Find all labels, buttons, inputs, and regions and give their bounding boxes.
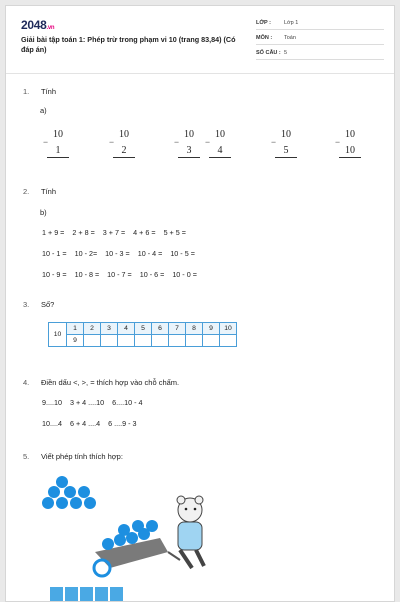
equation: 10 - 9 = — [42, 270, 67, 279]
answer-box[interactable] — [80, 587, 93, 601]
answer-cell[interactable] — [118, 335, 135, 347]
table-row-label: 10 — [49, 323, 67, 347]
minus-sign: − — [109, 137, 115, 147]
equation: 10 - 4 = — [137, 249, 163, 258]
question-title: Số? — [41, 300, 55, 309]
apple-pile-icon — [42, 476, 96, 509]
question-3 — [23, 300, 223, 312]
meta-value: 5 — [284, 50, 288, 56]
site-logo[interactable] — [21, 18, 54, 32]
equation-row — [42, 228, 194, 237]
answer-line — [209, 157, 231, 158]
comparison: 3 + 4 ....10 — [69, 398, 105, 407]
minuend: 10 — [215, 129, 225, 140]
meta-key: SỐ CÂU : — [256, 50, 281, 56]
comparison: 6 + 4 ....4 — [69, 419, 101, 428]
question-number: 5. — [23, 452, 30, 461]
equation: 10 - 8 = — [74, 270, 100, 279]
answer-cell[interactable] — [152, 335, 169, 347]
bear-with-wheelbarrow-illustration — [40, 468, 210, 580]
subtrahend: 4 — [217, 145, 223, 156]
minus-sign: − — [174, 137, 180, 147]
minus-sign: − — [205, 137, 211, 147]
table-cell: 10 — [220, 323, 237, 335]
wheelbarrow-icon — [94, 520, 180, 576]
answer-box[interactable] — [50, 587, 63, 601]
table-cell: 5 — [135, 323, 152, 335]
subtrahend: 3 — [186, 145, 192, 156]
table-cell: 8 — [186, 323, 203, 335]
fraction-subtraction — [205, 129, 231, 165]
table-cell: 6 — [152, 323, 169, 335]
question-title: Tính — [41, 87, 57, 96]
equation: 4 + 6 = — [133, 228, 156, 237]
fraction-subtraction — [109, 129, 135, 165]
question-title: Điền dấu <, >, = thích hợp vào chỗ chấm. — [41, 378, 180, 387]
answer-box[interactable] — [95, 587, 108, 601]
equation: 10 - 7 = — [107, 270, 132, 279]
comparison: 10....4 — [42, 419, 62, 428]
equation: 10 - 5 = — [170, 249, 195, 258]
answer-line — [47, 157, 69, 158]
answer-cell[interactable] — [203, 335, 220, 347]
meta-class — [256, 18, 384, 30]
meta-value: Lớp 1 — [284, 20, 299, 26]
table-cell: 3 — [101, 323, 118, 335]
equation-row — [42, 249, 203, 258]
table-cell: 2 — [84, 323, 101, 335]
fraction-subtraction — [335, 129, 361, 165]
equation: 10 - 3 = — [105, 249, 130, 258]
comparison-row — [42, 419, 145, 428]
worksheet — [5, 5, 395, 602]
equation: 10 - 2= — [74, 249, 98, 258]
answer-line — [178, 157, 200, 158]
question-1 — [23, 87, 223, 99]
subtrahend: 1 — [55, 145, 61, 156]
minus-sign: − — [335, 137, 341, 147]
fraction-subtraction — [43, 129, 69, 165]
comparison: 9....10 — [42, 398, 62, 407]
meta-key: MÔN : — [256, 35, 273, 41]
bear-icon — [177, 496, 204, 568]
equation: 1 + 9 = — [42, 228, 65, 237]
question-5 — [23, 452, 323, 464]
comparison: 6 ....9 - 3 — [108, 419, 137, 428]
fraction-subtraction — [271, 129, 297, 165]
question-number: 3. — [23, 300, 30, 309]
page-title: Giải bài tập toán 1: Phép trừ trong phạm vi 10 (trang 83,84) (Có đáp án) — [21, 35, 236, 54]
answer-cell[interactable] — [101, 335, 118, 347]
minuend: 10 — [345, 129, 355, 140]
question-number: 1. — [23, 87, 30, 96]
equation-row — [42, 270, 205, 279]
subtrahend: 10 — [345, 145, 355, 156]
number-table — [48, 322, 237, 347]
meta-value: Toán — [284, 35, 296, 41]
question-number: 2. — [23, 187, 30, 196]
minus-sign: − — [271, 137, 277, 147]
logo-text: 2048 — [21, 18, 47, 32]
equation: 2 + 8 = — [72, 228, 95, 237]
answer-cell[interactable] — [186, 335, 203, 347]
equation: 10 - 0 = — [172, 270, 197, 279]
q2-part-label: b) — [40, 208, 47, 217]
answer-cell[interactable] — [169, 335, 186, 347]
table-cell: 9 — [203, 323, 220, 335]
answer-box[interactable] — [65, 587, 78, 601]
answer-cell[interactable] — [135, 335, 152, 347]
logo-suffix: .vn — [46, 25, 55, 31]
equation: 3 + 7 = — [102, 228, 126, 237]
q1-part-label: a) — [40, 106, 47, 115]
table-cell: 1 — [67, 323, 84, 335]
comparison: 6....10 - 4 — [112, 398, 143, 407]
question-title: Viết phép tính thích hợp: — [41, 452, 123, 461]
table-cell: 7 — [169, 323, 186, 335]
minus-sign: − — [43, 137, 49, 147]
header-divider — [6, 73, 394, 74]
worksheet-header — [6, 6, 394, 74]
subtrahend: 2 — [121, 145, 127, 156]
question-4 — [23, 378, 323, 390]
fraction-subtraction — [174, 129, 200, 165]
meta-key: LỚP : — [256, 20, 271, 26]
equation: 10 - 1 = — [42, 249, 67, 258]
table-cell: 4 — [118, 323, 135, 335]
minuend: 10 — [184, 129, 194, 140]
minuend: 10 — [53, 129, 63, 140]
answer-cell[interactable] — [84, 335, 101, 347]
minuend: 10 — [281, 129, 291, 140]
equation: 10 - 6 = — [139, 270, 165, 279]
answer-line — [339, 157, 361, 158]
subtrahend: 5 — [283, 145, 289, 156]
comparison-row — [42, 398, 151, 407]
question-number: 4. — [23, 378, 30, 387]
meta-subject — [256, 33, 384, 45]
equation: 5 + 5 = — [163, 228, 186, 237]
answer-line — [275, 157, 297, 158]
answer-box[interactable] — [110, 587, 123, 601]
answer-cell[interactable] — [220, 335, 237, 347]
answer-cell[interactable]: 9 — [67, 335, 84, 347]
question-2 — [23, 187, 223, 199]
meta-count — [256, 48, 384, 60]
minuend: 10 — [119, 129, 129, 140]
answer-line — [113, 157, 135, 158]
question-title: Tính — [41, 187, 57, 196]
